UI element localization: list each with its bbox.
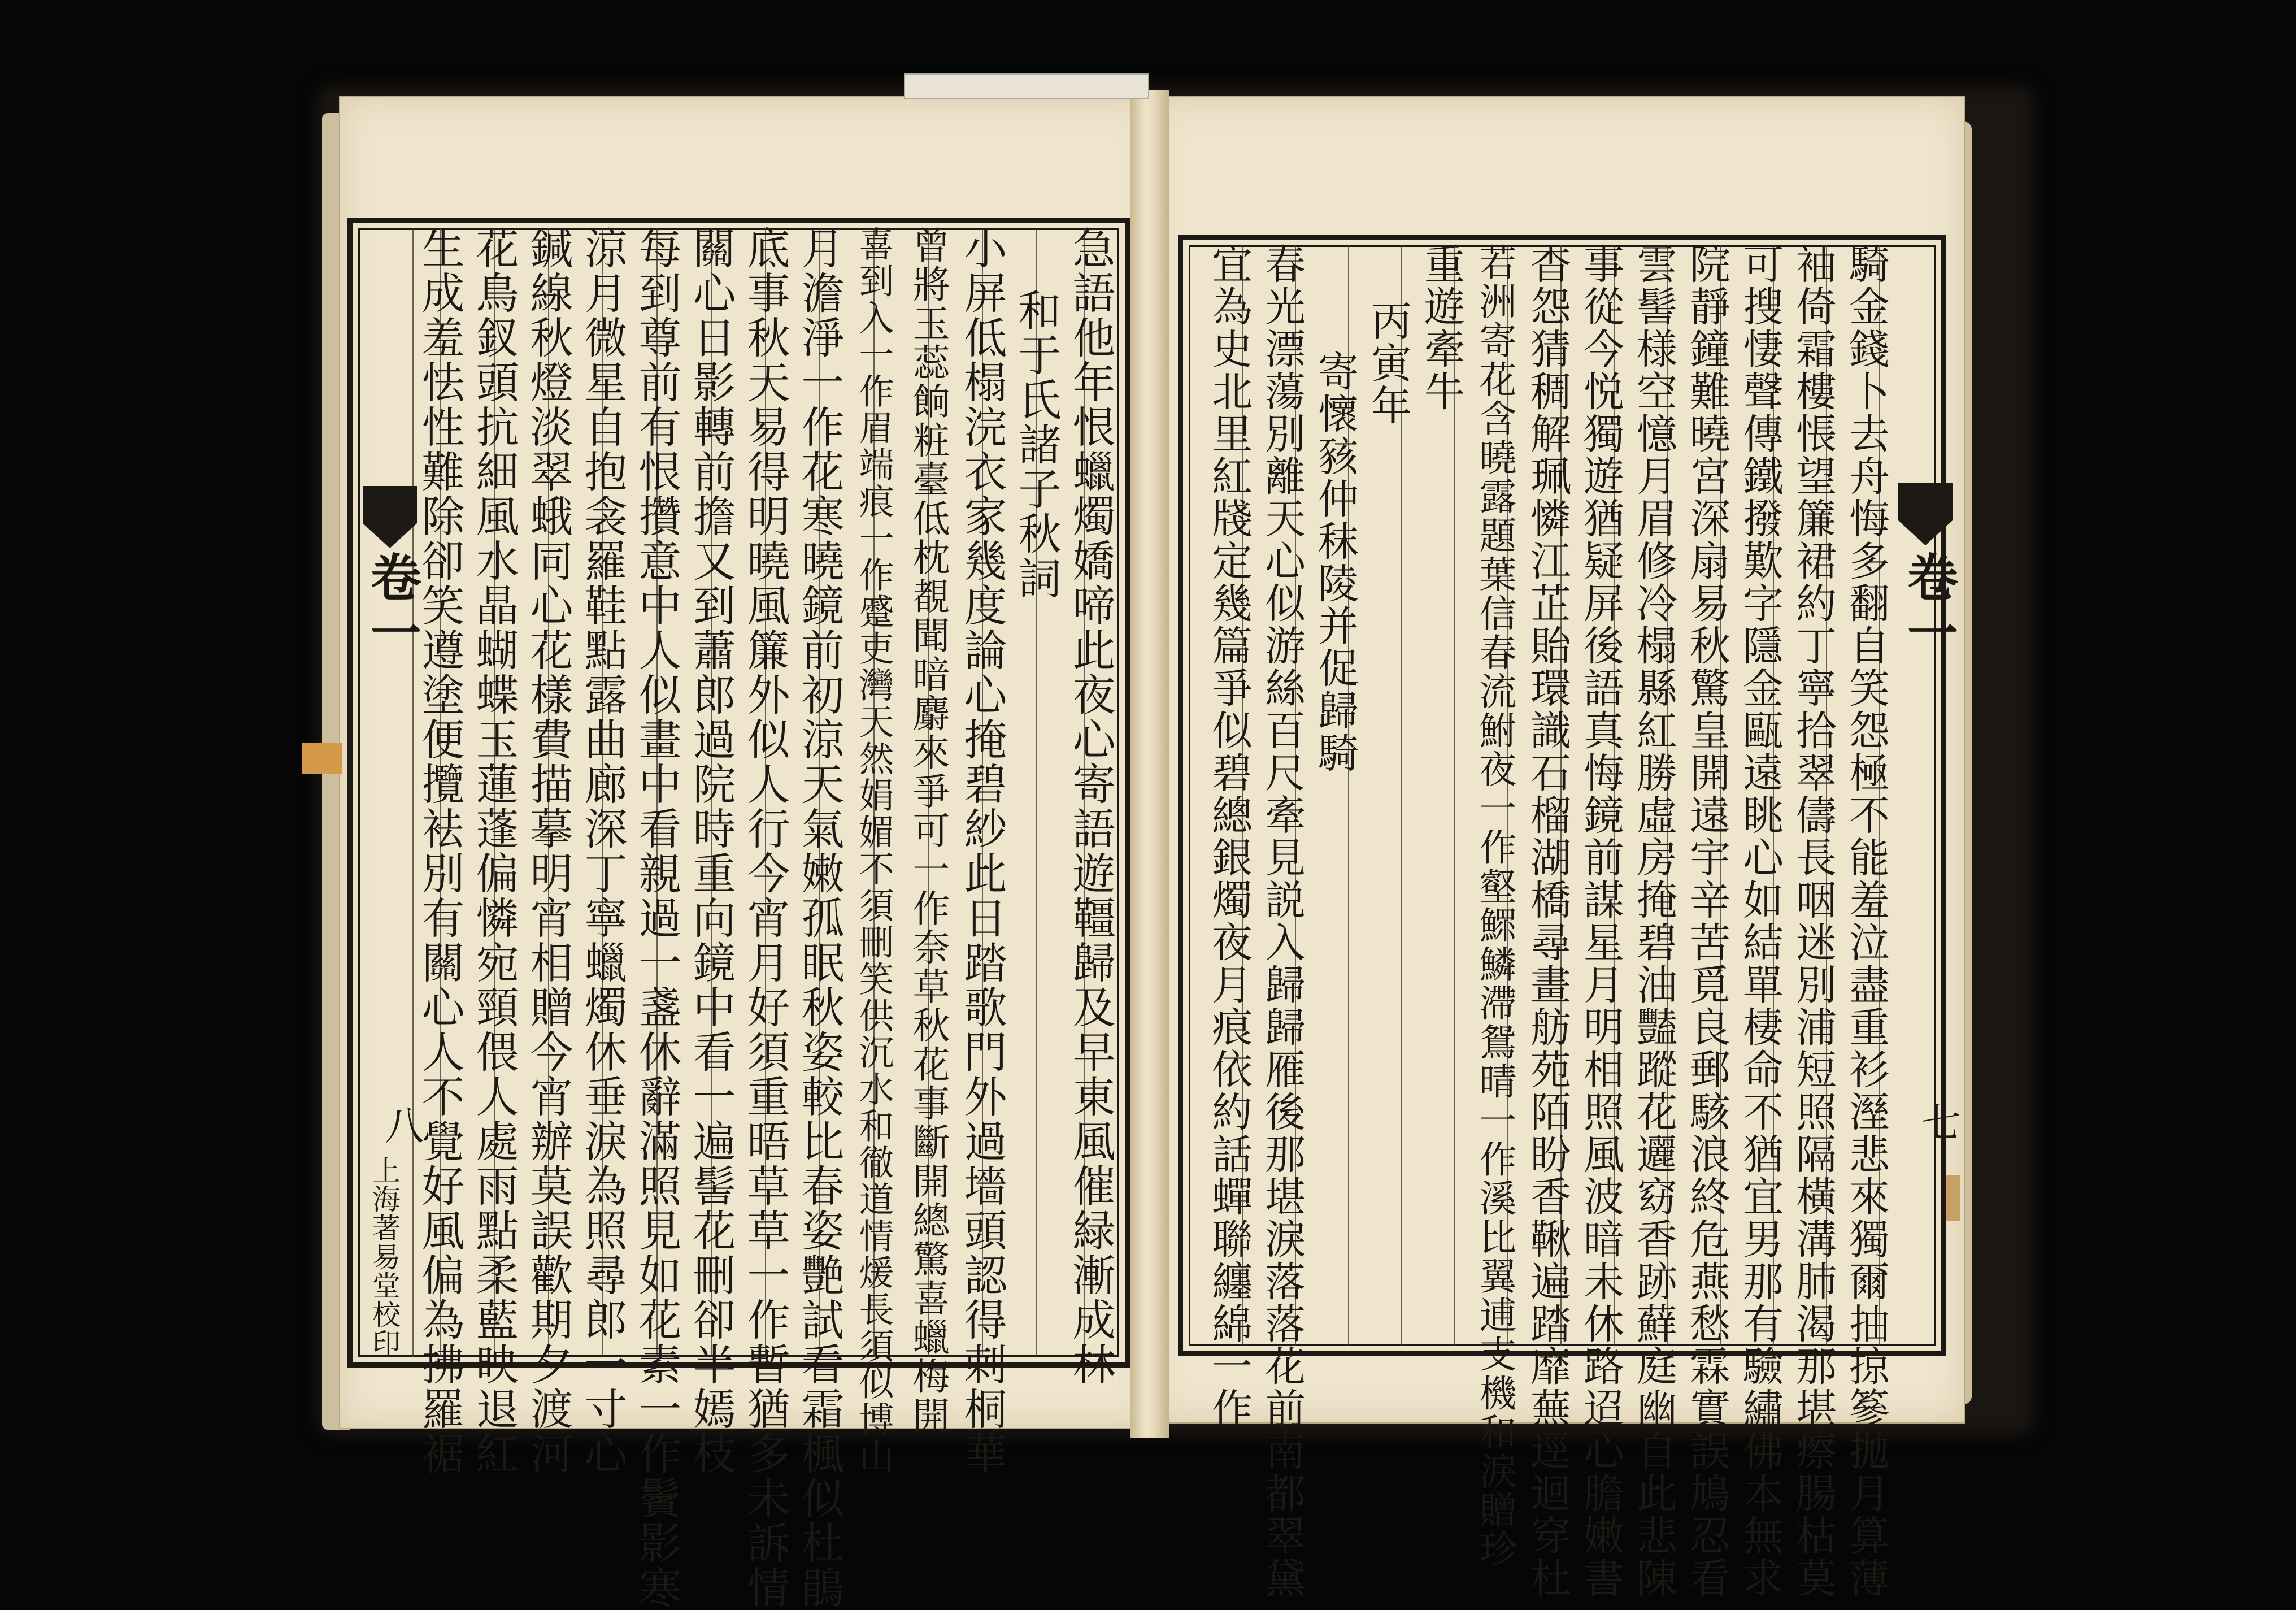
left-col-7: 底事秋天易得明曉風簾外似人行今宵月好須重晤草草一作暫猶多未訴情 — [740, 226, 790, 1610]
left-col-10: 涼月微星自抱衾羅鞋點露曲廊深丁寧蠟燭休垂淚為照尋郎一寸心 — [577, 226, 628, 1476]
left-col-5: 喜到入一作眉端痕一作蹙吏灣天然娟媚不須刪笑供沉水和徹道情煖長須似博山 — [853, 226, 894, 1475]
left-col-6: 月澹淨一作花寒曉鏡前初涼天氣嫩孤眠秋姿較比春姿艷試看霜楓似杜鵑 — [794, 226, 845, 1610]
right-col-10: 丙寅年 — [1364, 300, 1412, 427]
right-col-2: 袖倚霜樓悵望簾裙約丁寧拾翠儔長咽迷別浦短照隔橫溝肺渴那堪瘵腸枯莫 — [1789, 243, 1837, 1599]
left-col-9: 每到尊前有恨攢意中人似畫中看親過一盞休辭滿照見如花素一作鬢影寒 — [632, 226, 682, 1610]
right-col-4: 院靜鐘難曉宮深扇易秋驚皇開遠宇辛苦覓良郵駭浪終危燕愁霖實誤鳩忍看 — [1683, 243, 1730, 1599]
right-col-9: 重遊牽牛 — [1417, 243, 1465, 413]
right-col-11: 寄懷豥仲秣陵并促歸騎 — [1311, 350, 1359, 774]
left-col-8: 關心日影轉前擔又到蕭郎過院時重向鏡中看一遍髻花刪卻半嫣枝 — [686, 226, 736, 1476]
bookmark-ribbon — [302, 743, 342, 774]
spine-tab — [904, 73, 1149, 99]
left-imprint: 上海著易堂校印 — [368, 1156, 401, 1357]
left-col-2: 和于氏諸子秋詞 — [1011, 288, 1062, 601]
book-spine — [1130, 90, 1169, 1438]
left-folio: 八 — [378, 1105, 424, 1144]
right-margin-title: 卷一 — [1898, 551, 1958, 662]
right-col-6: 事從今悦獨遊猶疑屏後語真悔鏡前謀星月明相照風波暗未休路迢心膽嫩書 — [1577, 243, 1624, 1599]
right-col-8: 若洲寄花含曉露題葉信春流鮒夜一作壑鰥鱗滯鴛晴一作溪比翼逋支機和淚贈珍 — [1473, 243, 1516, 1569]
left-margin-title: 卷一 — [362, 551, 421, 662]
left-col-11: 鍼線秋燈淡翠蛾同心花樣費描摹明宵相贈今宵辦莫誤歡期夕渡河 — [523, 226, 573, 1476]
right-col-1: 騎金錢卜去舟悔多翻自笑怨極不能羞泣盡重衫溼悲來獨爾抽掠篸拋月算薄 — [1842, 243, 1890, 1599]
right-col-5: 雲髻様空憶月眉修冷榻縣紅勝虛房掩碧油豔蹤花邐窈香跡蘚庭幽自此悲陳 — [1630, 243, 1677, 1599]
left-col-3: 小屏低榻浣衣家幾度論心掩碧紗此日踏歌門外過墻頭認得刺桐華 — [957, 226, 1007, 1476]
left-col-13: 生成羞怯性難除卻笑遵塗便攬袪別有關心人不覺好風偏為拂羅裾 — [415, 226, 465, 1476]
left-col-4: 曾將玉蕊餉粧臺低枕覩聞暗麝來爭可一作奈草秋花事斷開總驚喜蠟梅開 — [906, 226, 950, 1435]
left-col-1: 急語他年恨蠟燭嬌啼此夜心寄語遊韁歸及早東風催緑漸成林 — [1066, 226, 1116, 1387]
right-col-7: 杳怨猜稠解珮憐江芷貽環識石榴湖橋尋畫舫苑陌盼香鞦遍踏靡蕪逕迴穿杜 — [1524, 243, 1571, 1599]
right-col-3: 可搜悽聲傳鐵撥歎字隱金甌遠眺心如結單棲命不猶宜男那有驗繡佛本無求 — [1736, 243, 1784, 1599]
right-folio: 七 — [1915, 1102, 1961, 1142]
right-col-13: 宜為史北里紅牋定幾篇爭似碧總銀燭夜月痕依約話蟬聯纏綿一作 — [1205, 243, 1253, 1430]
right-col-12: 春光漂蕩別離天心似游絲百尺牽見説入歸歸雁後那堪淚落落花前南都翠黛 — [1258, 243, 1306, 1599]
left-col-12: 花鳥釵頭抗細風水晶蝴蝶玉蓮蓬偏憐宛頸偎人處雨點柔藍映退紅 — [469, 226, 519, 1476]
